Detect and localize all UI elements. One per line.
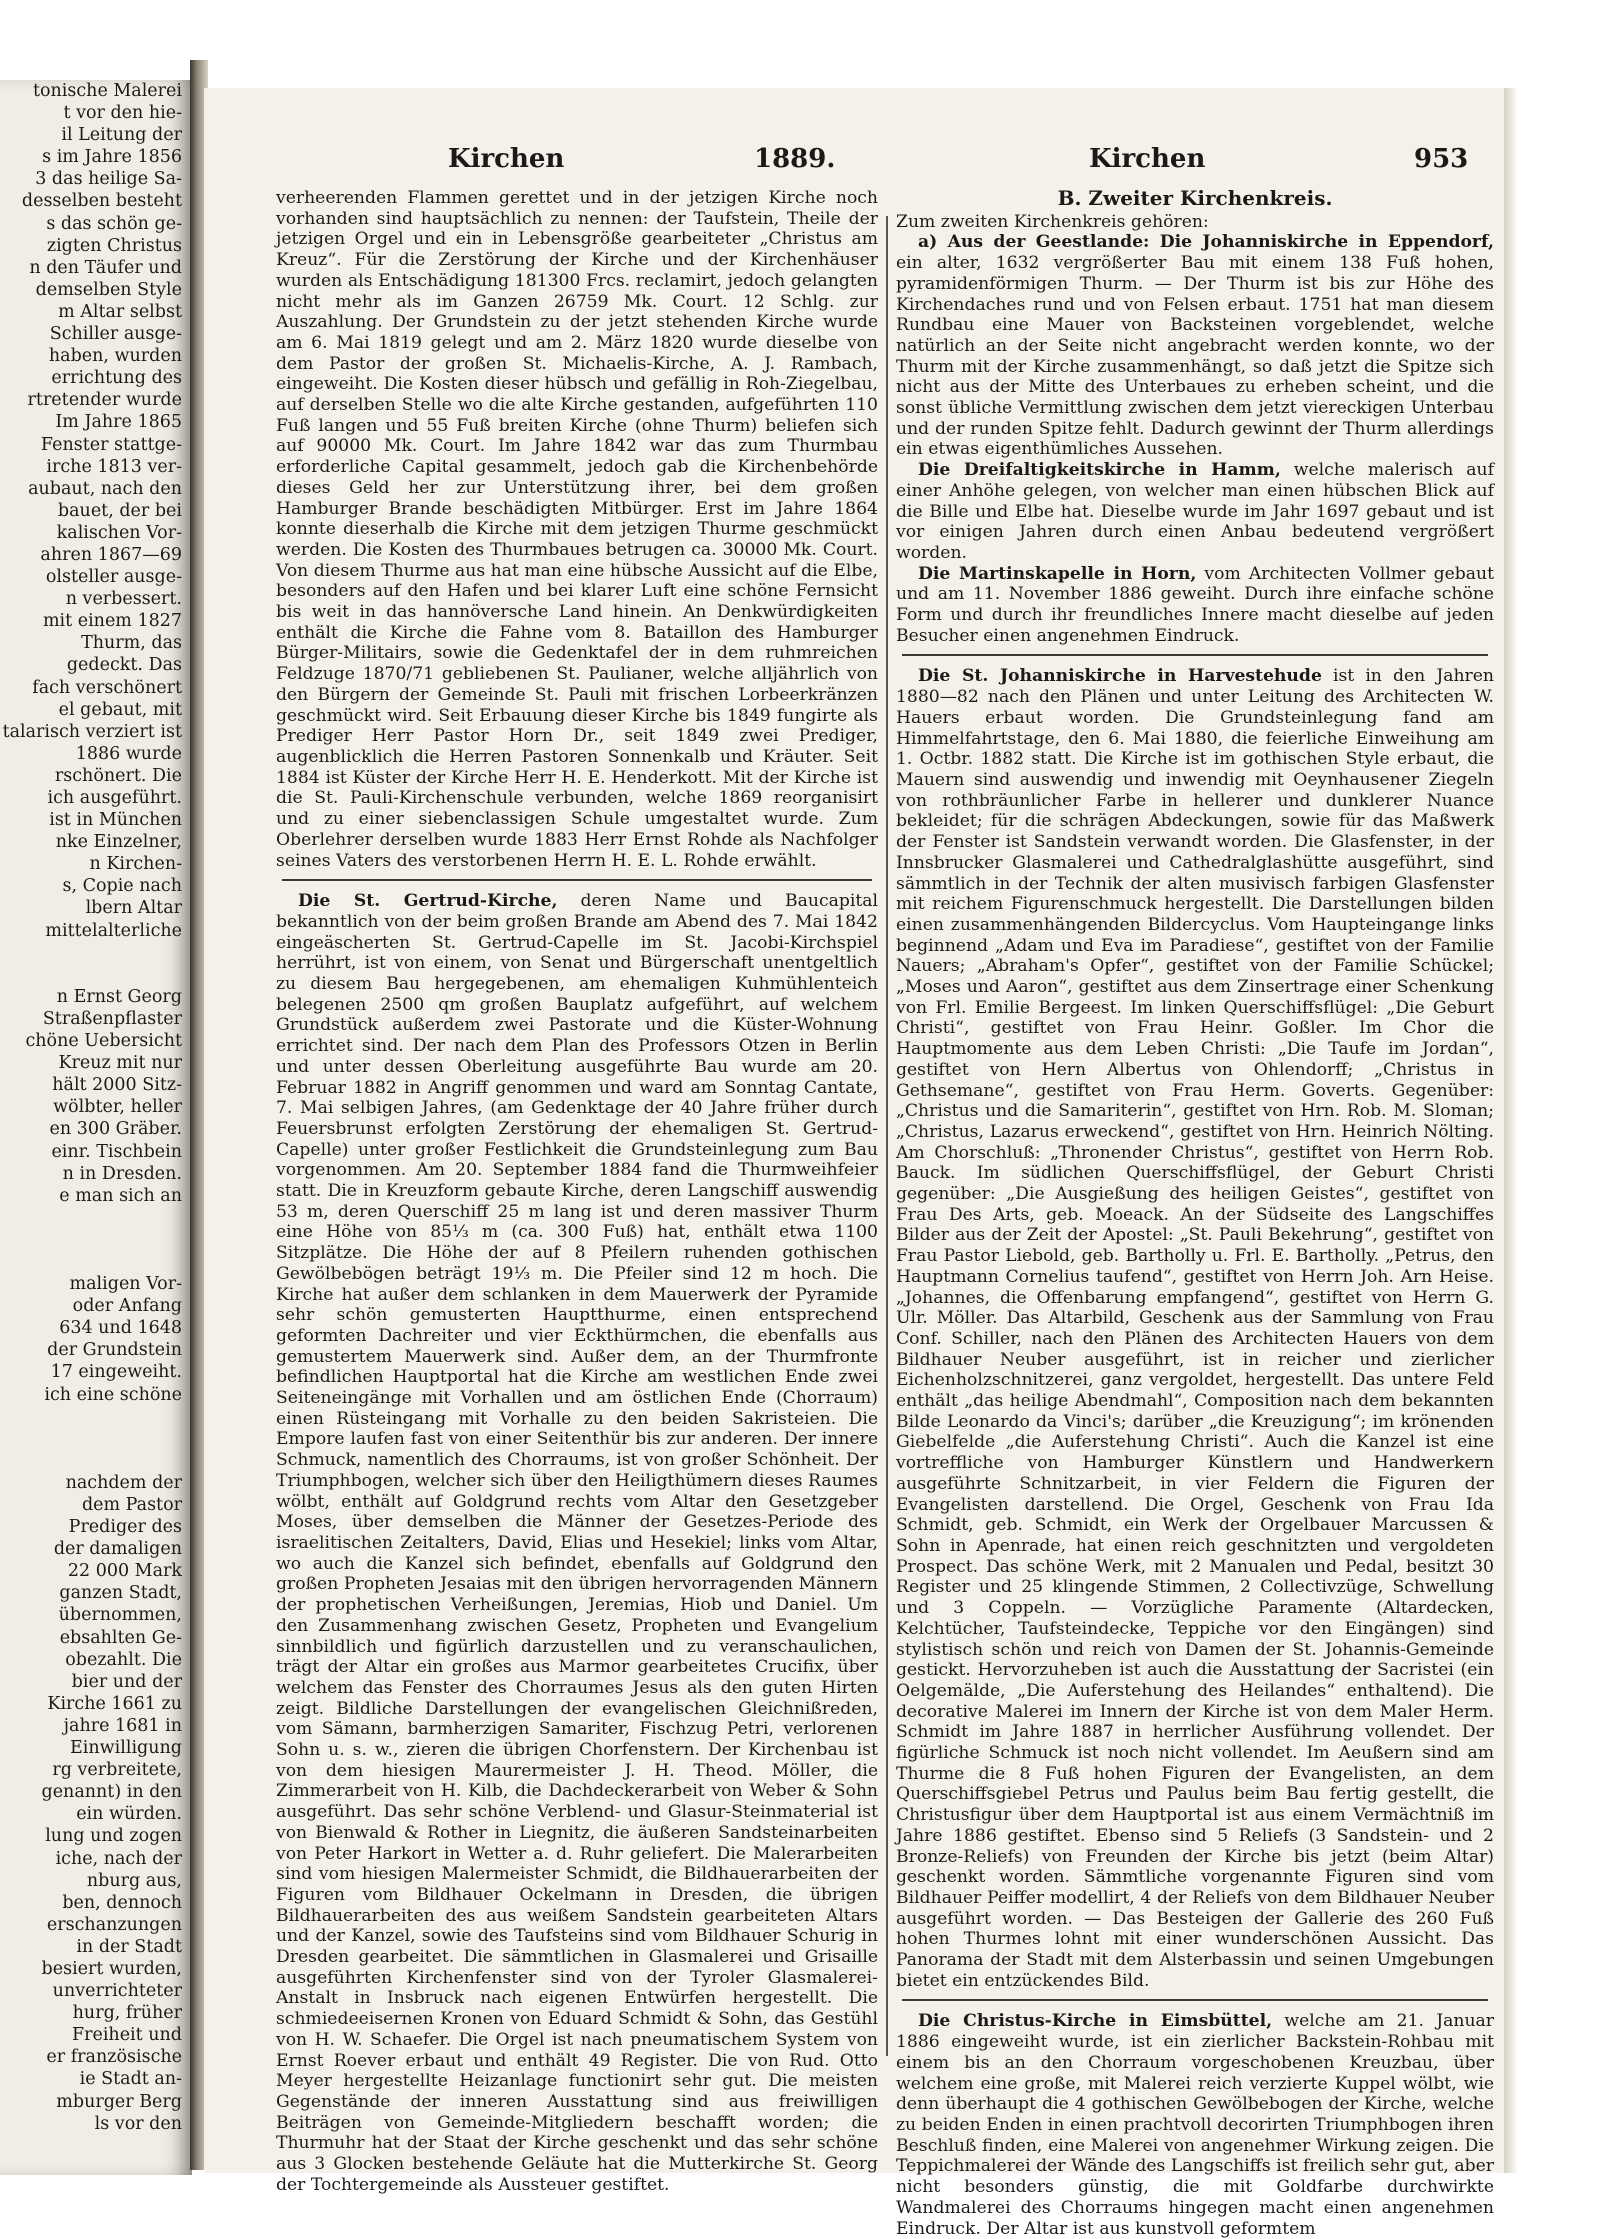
left-fragment-line: 1886 wurde — [75, 743, 182, 764]
left-fragment-line: erschanzungen — [46, 1914, 182, 1935]
entry-title: Die St. Gertrud-Kirche, — [298, 891, 558, 912]
left-fragment-line: nburg aus, — [86, 1870, 182, 1891]
left-fragment-line: talarisch verziert ist — [2, 721, 182, 742]
left-fragment-line — [0, 1406, 192, 1428]
left-fragment-line: Kreuz mit nur — [58, 1053, 182, 1074]
left-fragment-line: demselben Style — [35, 279, 182, 300]
left-fragment-line: s im Jahre 1856 — [42, 147, 182, 168]
left-fragment-line: hurg, früher — [72, 2003, 182, 2024]
left-fragment-line: unverrichteter — [52, 1981, 182, 2002]
left-fragment-line: Straßenpflaster — [42, 1008, 182, 1029]
entry-text: welche am 21. Januar 1886 eingeweiht wurde, ist ein zierlicher Backstein-Rohbau mit einem bis an den Chorraum vorgeschobenen Kreuzbau, über welchem eine große, mit Malerei reich verzierte Kuppel wölbt, wie denn überhaupt die 4 gothischen Gewölbebogen der Kirche, welche zu beiden Enden in einen prachtvoll decorirten Triumphbogen ihren Beschluß finden, eine Malerei von angenehmer Wirkung zeigen. Die Teppichmalerei der Wände des Langschiffs ist freilich sehr gut, aber nicht besonders günstig, die mit Goldfarbe durchwirkte Wandmalerei des Chorraums hingegen macht einen angenehmen Eindruck. Der Altar ist aus kunstvoll geformtem — [896, 2011, 1494, 2239]
entry-text: ein alter, 1632 vergrößerter Bau mit einem 138 Fuß hohen, pyramidenförmigen Thurm. — Der Thurm ist bis zur Höhe des Kirchendaches rund und von Felsen erbaut. 1751 hat man diesem Rundbau eine Mauer von Backsteinen vorgeblendet, welche natürlich an der Seite nicht angebracht werden konnte, wo der Thurm mit der Kirche zusammenhängt, so daß jetzt die Spitze sich nicht aus der Mitte des Unterbaues zu erheben scheint, und die sonst übliche Vermittlung zwischen dem jetzt viereckigen Unterbau und der runden Spitze fehlt. Dadurch gewinnt der Thurm allerdings ein etwas eigenthümliches Aussehen. — [896, 253, 1494, 460]
left-page-text — [0, 80, 192, 2135]
left-fragment-line: fach verschönert — [32, 677, 182, 698]
left-fragment-line: il Leitung der — [61, 125, 182, 146]
divider — [902, 654, 1488, 656]
left-fragment-line: übernommen, — [58, 1605, 182, 1626]
page-number: 953 — [1414, 144, 1469, 174]
page — [204, 88, 1504, 2239]
running-header — [204, 144, 1504, 178]
column-rule — [886, 216, 888, 2056]
left-fragment-line: tonische Malerei — [32, 81, 182, 101]
left-fragment-line: ahren 1867—69 — [40, 544, 182, 565]
left-fragment-line: mittelalterliche — [45, 920, 182, 941]
left-fragment-line: t vor den hie- — [63, 103, 182, 124]
left-fragment-line: ls vor den — [94, 2113, 182, 2134]
left-fragment-line: Kirche 1661 zu — [47, 1693, 182, 1714]
divider — [902, 1999, 1488, 2001]
left-fragment-line: el gebaut, mit — [58, 699, 182, 720]
left-fragment-line: mburger Berg — [56, 2091, 182, 2112]
left-fragment-line: lbern Altar — [85, 898, 182, 919]
left-fragment-line — [0, 1251, 192, 1273]
entry-title: Die Dreifaltigkeitskirche in Hamm, — [918, 460, 1281, 481]
column-right — [896, 188, 1494, 2239]
entry-horn — [896, 564, 1494, 647]
left-fragment-line: mit einem 1827 — [42, 611, 182, 632]
entry-harvestehude — [896, 666, 1494, 1991]
left-fragment-line: ein würden. — [76, 1804, 182, 1825]
left-fragment-line — [0, 1428, 192, 1450]
left-fragment-line: oder Anfang — [72, 1296, 182, 1317]
left-fragment-line: obezahlt. Die — [65, 1649, 182, 1670]
left-fragment-line: chöne Uebersicht — [25, 1031, 182, 1052]
left-fragment-line: er französische — [46, 2047, 182, 2068]
left-fragment-line: n Ernst Georg — [56, 986, 182, 1007]
left-fragment-line: Freiheit und — [71, 2025, 182, 2046]
entry-eimsbuettel — [896, 2011, 1494, 2239]
left-fragment-line: Thurm, das — [81, 633, 182, 654]
left-fragment-line: hält 2000 Sitz- — [52, 1075, 182, 1096]
section-heading: B. Zweiter Kirchenkreis. — [1057, 186, 1333, 210]
left-fragment-line — [0, 964, 192, 986]
entry-text: ist in den Jahren 1880—82 nach den Plänen und unter Leitung des Architecten W. Hauers erbaut worden. Die Grundsteinlegung fand am Himmelfahrtstage, den 6. Mai 1880, die feierliche Einweihung am 1. Octbr. 1882 statt. Die Kirche ist im gothischen Style erbaut, die Mauern sind auswendig und inwendig mit Oeynhausener Ziegeln von rothbräunlicher Farbe in hellerer und dunklerer Nuance bekleidet; für die schrägen Abdeckungen, sowie für das Maßwerk der Fenster ist Sandstein verwandt worden. Die Glasfenster, in der Innsbrucker Glasmalerei und Cathedralglashütte ausgeführt, sind sämmtlich in der Technik der alten musivisch farbigen Glasfenster mit reichem Figurenschmuck hergestellt. Die Darstellungen bilden einen zusammenhängenden Bildercyclus. Vom Haupteingange links beginnend „Adam und Eva im Paradiese“, gestiftet von der Familie Nauers; „Abraham's Opfer“, gestiftet von der Familie Schückel; „Moses und Aaron“, gestiftet aus dem Zinsertrage einer Schenkung von Frl. Emilie Bergeest. Im linken Querschiffsflügel: „Die Geburt Christi“, gestiftet von Frau Heinr. Goßler. Im Chor die Hauptmomente aus dem Leben Christi: „Die Taufe im Jordan“, gestiftet von Hern Albertus von Ohlendorff; „Christus in Gethsemane“, gestiftet von Frau Herm. Goverts. Gegenüber: „Christus und die Samariterin“, gestiftet von Hrn. Rob. M. Sloman; „Christus, Lazarus erweckend“, gestiftet von Hrn. Heinrich Nölting. Am Chorschluß: „Thronender Christus“, gestiftet von Herrn Rob. Bauck. Im südlichen Querschiffsflügel, der Geburt Christi gegenüber: „Die Ausgießung des heiligen Geistes“, gestiftet von Frau Des Arts, geb. Moeack. An der Südseite des Langschiffes Bilder aus der Zeit der Apostel: „St. Pauli Bekehrung“, gestiftet von Frau Pastor Liebold, geb. Bartholly u. Frl. E. Bartholly. „Petrus, den Hauptmann Cornelius taufend“, gestiftet von Herrn Joh. Arn Heise. „Johannes, die Offenbarung empfangend“, gestiftet von Herrn G. Ulr. Möller. Das Altarbild, Geschenk aus der Sammlung von Frau Conf. Schiller, nach den Plänen des Architecten Hauers von dem Bildhauer Neuber ausgeführt, ist in reicher und zierlicher Eichenholzschnitzerei, ganz vergoldet, hergestellt. Das untere Feld enthält „das heilige Abendmahl“, Composition nach dem bekannten Bilde Leonardo da Vinci's; darüber „die Kreuzigung“; im krönenden Giebelfelde „die Auferstehung Christi“. Auch die Kanzel ist eine vortreffliche von Hamburger Künstlern und Handwerkern ausgeführte Schnitzarbeit, in vier Feldern die Figuren der Evangelisten darstellend. Die Orgel, Geschenk von Frau Ida Schmidt, geb. Schmidt, ein Werk der Orgelbauer Marcussen & Sohn in Apenrade, hat einen reich geschnitzten und vergoldeten Prospect. Das schöne Werk, mit 2 Manualen und Pedal, besitzt 30 Register und 25 klingende Stimmen, 2 Collectivzüge, Schwellung und 3 Coppeln. — Vorzügliche Paramente (Altardecken, Kelchtücher, Taufsteindecke, Teppiche vor den Eingängen) sind stylistisch schön und reich von Damen der St. Johannis-Gemeinde gestickt. Hervorzuheben ist auch die Ausstattung der Sacristei (ein Oelgemälde, „Die Auferstehung des Heilandes“ enthaltend). Die decorative Malerei im Innern der Kirche ist von dem Maler Herm. Schmidt im Jahre 1887 in herrlicher Ausführung vollendet. Der figürliche Schmuck ist noch nicht vollendet. Im Aeußern sind am Thurme die 8 Fuß hohen Figuren der Evangelisten, an dem Querschiffsgiebel Petrus und Paulus beim Bau fertig gestellt, die Christusfigur über dem Hauptportal ist aus einem Vermächtniß im Jahre 1886 gestiftet. Ebenso sind 5 Reliefs (3 Sandstein- und 2 Bronze-Reliefs) von Freunden der Kirche bis jetzt (beim Altar) geschenkt worden. Sämmtliche vorgenannte Figuren sind vom Bildhauer Peiffer modellirt, 4 der Reliefs von dem Bildhauer Neuber ausgeführt worden. — Das Besteigen der Gallerie des 260 Fuß hohen Thurmes lohnt mit einer wunderschönen Aussicht. Das Panorama der Stadt mit dem Alsterbassin und seinen Umgebungen bietet ein entzückendes Bild. — [896, 666, 1494, 1991]
left-fragment-line: Prediger des — [68, 1517, 182, 1538]
left-fragment-line: n den Täufer und — [29, 257, 182, 278]
left-fragment-line: ich eine schöne — [44, 1384, 182, 1405]
left-fragment-line: irche 1813 ver- — [46, 456, 182, 477]
left-fragment-line: Im Jahre 1865 — [55, 412, 182, 433]
entry-text: vom Architecten Vollmer gebaut und am 11. November 1886 geweiht. Durch ihre einfache schöne Form und durch ihr freundliches Innere macht dieselbe auf jeden Besucher einen angenehmen Eindruck. — [896, 563, 1494, 646]
left-fragment-line: wölbter, heller — [53, 1097, 182, 1118]
left-fragment-line: ebsahlten Ge- — [59, 1627, 182, 1648]
entry-title: Die Martinskapelle in Horn, — [918, 563, 1197, 584]
section-intro: Zum zweiten Kirchenkreis gehören: — [896, 211, 1209, 232]
left-fragment-line — [0, 942, 192, 964]
left-fragment-line: haben, wurden — [48, 346, 182, 367]
left-fragment-line: in der Stadt — [76, 1936, 182, 1957]
left-fragment-line: rtretender wurde — [27, 390, 182, 411]
left-fragment-line: n Kirchen- — [89, 854, 182, 875]
header-left-title: Kirchen — [448, 144, 565, 174]
paragraph-st-gertrud — [276, 891, 878, 2195]
left-fragment-line — [0, 1207, 192, 1229]
entry-text: deren Name und Baucapital bekanntlich von der beim großen Brande am Abend des 7. Mai 1842 eingeäscherten St. Gertrud-Capelle im St. Jacobi-Kirchspiel herrührt, ist von einem, von Senat und Bürgerschaft unentgeltlich zu diesem Bau hergegebenen, am ehemaligen Kuhmühlenteich belegenen 2500 qm großen Bauplatz aufgeführt, auf welchem Grundstück außerdem zwei Pastorate und die Küster-Wohnung errichtet sind. Der nach dem Plan des Professors Otzen in Berlin und unter dessen Oberleitung ausgeführte Bau wurde am 20. Februar 1882 in Angriff genommen und ward am Sonntag Cantate, 7. Mai selbigen Jahres, (am Gedenktage der 40 Jahre früher durch Feuersbrunst erfolgten Zerstörung der ehemaligen St. Gertrud-Capelle) unter großer Festlichkeit die Grundsteinlegung zum Bau vorgenommen. Am 20. September 1884 fand die Thurmweihfeier statt. Die in Kreuzform gebaute Kirche, deren Langschiff auswendig 53 m, deren Querschiff 25 m lang ist und deren massiver Thurm eine Höhe von 85⅓ m (ca. 300 Fuß) hat, enthält etwa 1100 Sitzplätze. Die Höhe der auf 8 Pfeilern ruhenden gothischen Gewölbebögen beträgt 19⅓ m. Die Pfeiler sind 12 m hoch. Die Kirche hat außer dem schlanken in dem Mauerwerk der Pyramide sehr schön gemusterten Hauptthurme, einen entsprechend geformten Dachreiter und vier Eckthürmchen, die ebenfalls aus gemustertem Mauerwerk sind. Außer dem, an der Thurmfronte befindlichen Hauptportal hat die Kirche am westlichen Ende zwei Seiteneingänge mit Vorhallen und am östlichen Ende (Chorraum) einen Rüsteingang mit Vorhalle zu den beiden Sakristeien. Die Empore laufen fast von einer Seitenthür bis zur anderen. Der innere Schmuck, namentlich des Chorraums, ist von großer Schönheit. Der Triumphbogen, welcher sich über den Heiligthümern dieses Raumes wölbt, enthält auf Goldgrund rechts vom Altar den Gesetzgeber Moses, über demselben die Männer der Gesetzes-Periode des israelitischen Zeitalters, David, Elias und Hesekiel; links vom Altar, wo auch die Kanzel sich befindet, ebenfalls auf Goldgrund den großen Propheten Jesaias mit den übrigen hervorragenden Männern der prophetischen Verheißungen, Jeremias, Hiob und Daniel. Um den Zusammenhang zwischen Gesetz, Propheten und Evangelium sinnbildlich und figürlich darzustellen und zu veranschaulichen, trägt der Altar ein großes aus Marmor gearbeitetes Crucifix, über welchem das Fenster des Chorraumes Jesus als den guten Hirten zeigt. Bildliche Darstellungen der evangelischen Gleichnißreden, vom Sämann, barmherzigen Samariter, Fischzug Petri, verlorenen Sohn u. s. w., zieren die übrigen Chorfenstern. Der Kirchenbau ist von dem hiesigen Maurermeister J. H. Theod. Möller, die Zimmerarbeit von H. Kilb, die Dachdeckerarbeit von Weber & Sohn ausgeführt. Das sehr schöne Verblend- und Glasur-Steinmaterial ist von Bienwald & Rother in Liegnitz, die äußeren Sandsteinarbeiten von Peter Harkort in Wetter a. d. Ruhr geliefert. Die Malerarbeiten sind vom hiesigen Malermeister Schmidt, die Bildhauerarbeiten der Figuren vom Bildhauer Ockelmann in Dresden, die übrigen Bildhauerarbeiten des aus weißem Sandstein gearbeiteten Altars und der Kanzel, sowie des Taufsteins sind vom Bildhauer Schurig in Dresden gearbeitet. Die sämmtlichen in Glasmalerei und Grisaille ausgeführten Kirchenfenster sind von der Tyroler Glasmalerei-Anstalt in Insbruck nach eigenen Entwürfen hergestellt. Die schmiedeeisernen Kronen von Eduard Schmidt & Sohn, das Gestühl von H. W. Schaefer. Die Orgel ist nach pneumatischem System von Ernst Roever erbaut und enthält 49 Register. Die von Rud. Otto Meyer hergestellte Heizanlage functionirt sehr gut. Die meisten Gegenstände der inneren Ausstattung sind aus freiwilligen Beiträgen von Gemeinde-Mitgliedern beschafft worden; die Thurmuhr hat der Staat der Kirche geschenkt und das sehr schöne aus 3 Glocken bestehende Geläute hat die Mutterkirche St. Georg der Tochtergemeinde als Aussteuer gestiftet. — [276, 891, 879, 2195]
left-fragment-line: maligen Vor- — [69, 1274, 182, 1295]
left-fragment-line: nke Einzelner, — [55, 832, 182, 853]
left-fragment-line: ie Stadt an- — [79, 2069, 182, 2090]
left-fragment-line: rschönert. Die — [54, 765, 182, 786]
left-fragment-line: rg verbreitete, — [52, 1760, 182, 1781]
left-fragment-line: iche, nach der — [55, 1848, 182, 1869]
left-fragment-line: zigten Christus — [46, 235, 182, 256]
left-fragment-line: desselben besteht — [21, 191, 182, 212]
left-fragment-line: besiert wurden, — [41, 1958, 182, 1979]
left-fragment-line: jahre 1681 in — [63, 1715, 182, 1736]
left-fragment-line: 3 das heilige Sa- — [35, 169, 182, 190]
left-fragment-line — [0, 1450, 192, 1472]
left-fragment-line: 22 000 Mark — [67, 1561, 182, 1582]
left-fragment-line: bauet, der bei — [57, 500, 182, 521]
left-fragment-line: ben, dennoch — [62, 1892, 182, 1913]
left-fragment-line: s, Copie nach — [62, 876, 182, 897]
left-fragment-line: gedeckt. Das — [66, 655, 182, 676]
left-fragment-line: ich ausgeführt. — [47, 788, 182, 808]
left-fragment-line — [0, 1229, 192, 1251]
left-fragment-line: n in Dresden. — [62, 1163, 182, 1184]
left-fragment-line: nachdem der — [65, 1472, 182, 1493]
left-fragment-line: m Altar selbst — [58, 301, 182, 322]
left-fragment-line: s das schön ge- — [46, 213, 182, 234]
entry-hamm — [896, 460, 1494, 564]
divider — [282, 879, 872, 881]
left-fragment-line: Fenster stattge- — [40, 434, 182, 455]
left-page-fragment — [0, 80, 192, 2175]
left-fragment-line: errichtung des — [51, 368, 182, 389]
entry-title: Die St. Johanniskirche in Harvestehude — [918, 666, 1322, 687]
left-fragment-line: der damaligen — [53, 1539, 182, 1560]
left-fragment-line: aubaut, nach den — [28, 478, 182, 499]
entry-title: Die Christus-Kirche in Eimsbüttel, — [918, 2011, 1273, 2032]
paragraph-st-pauli: verheerenden Flammen gerettet und in der jetzigen Kirche noch vorhanden sind hauptsächlich zu nennen: der Taufstein, Theile der jetzigen Orgel und ein in Lebensgröße gearbeiteter „Christus am Kreuz“. Für die Zerstörung der Kirche und der Kirchenhäuser wurden als Entschädigung 181300 Frcs. reclamirt, jedoch gelangten nicht mehr als im Ganzen 26759 Mk. Court. 12 Schlg. zur Auszahlung. Der Grundstein zu der jetzt stehenden Kirche wurde am 6. Mai 1819 gelegt und am 2. März 1820 wurde dieselbe von dem Pastor der großen St. Michaelis-Kirche, A. J. Rambach, eingeweiht. Die Kosten dieser hübsch und gefällig in Roh-Ziegelbau, auf derselben Stelle wo die alte Kirche gestanden, aufgeführten 110 Fuß langen und 55 Fuß breiten Kirche (ohne Thurm) beliefen sich auf 90000 Mk. Court. Im Jahre 1842 war das zum Thurmbau erforderliche Capital gesammelt, jedoch gab die Kirchenbehörde dieses Geld her zur Unterstützung ihrer, bei dem großen Hamburger Brande beschädigten Mitbürger. Erst im Jahre 1864 konnte dieserhalb die Kirche mit dem jetzigen Thurme geschmückt werden. Die Kosten des Thurmbaues betrugen ca. 30000 Mk. Court. Von diesem Thurme aus hat man eine hübsche Aussicht auf die Elbe, besonders auf den Hafen und bei klarer Luft eine schöne Fernsicht bis weit in das hannöversche Land hinein. An Denkwürdigkeiten enthält die Kirche die Fahne vom 8. Bataillon des Hamburger Bürger-Militairs, sowie die Gedenktafel der in dem ruhmreichen Feldzuge 1870/71 gebliebenen St. Paulianer, welche alljährlich von den Bürgern der Gemeinde St. Pauli mit frischen Lorbeerkränzen geschmückt wird. Seit Erbauung dieser Kirche bis 1849 fungirte als Prediger Herr Pastor Horn Dr., seit 1849 zwei Prediger, augenblicklich die Herren Pastoren Sonnenkalb und Kräuter. Seit 1884 ist Küster der Kirche Herr H. E. Henderkott. Mit der Kirche ist die St. Pauli-Kirchenschule verbunden, welche 1869 reorganisirt und zu einer siebenclassigen Schule umgestaltet wurde. Zum Oberlehrer derselben wurde 1883 Herr Ernst Rohde als Nachfolger seines Vaters des verstorbenen Herrn H. E. L. Rohde erwählt. — [276, 188, 878, 871]
left-fragment-line: bier und der — [71, 1671, 182, 1692]
left-fragment-line: genannt) in den — [41, 1782, 182, 1803]
entry-eppendorf — [896, 232, 1494, 460]
column-left — [276, 188, 878, 2196]
left-fragment-line: olsteller ausge- — [45, 567, 182, 588]
left-fragment-line: einr. Tischbein — [51, 1141, 182, 1162]
left-fragment-line: 634 und 1648 — [59, 1318, 182, 1339]
left-fragment-line: Schiller ausge- — [49, 324, 182, 345]
left-fragment-line: kalischen Vor- — [56, 522, 182, 543]
left-fragment-line: lung und zogen — [45, 1826, 182, 1847]
left-fragment-line: der Grundstein — [47, 1340, 182, 1361]
left-fragment-line: en 300 Gräber. — [49, 1119, 182, 1140]
left-fragment-line: Einwilligung — [70, 1738, 182, 1759]
left-fragment-line: ist in München — [49, 810, 182, 831]
entry-text: welche malerisch auf einer Anhöhe gelegen, von welcher man einen hübschen Blick auf die Bille und Elbe hat. Dieselbe wurde im Jahr 1697 gebaut und ist vor einigen Jahren durch einen Anbau bedeutend vergrößert worden. — [896, 460, 1494, 563]
left-fragment-line: dem Pastor — [81, 1495, 182, 1515]
header-right-title: Kirchen — [1089, 144, 1206, 174]
left-fragment-line: e man sich an — [59, 1185, 182, 1206]
left-fragment-line: n verbessert. — [65, 589, 182, 610]
entry-title: a) Aus der Geestlande: Die Johanniskirche in Eppendorf, — [918, 232, 1494, 253]
left-fragment-line: ganzen Stadt, — [59, 1583, 182, 1604]
header-year: 1889. — [754, 144, 836, 174]
left-fragment-line: 17 eingeweiht. — [50, 1362, 182, 1383]
